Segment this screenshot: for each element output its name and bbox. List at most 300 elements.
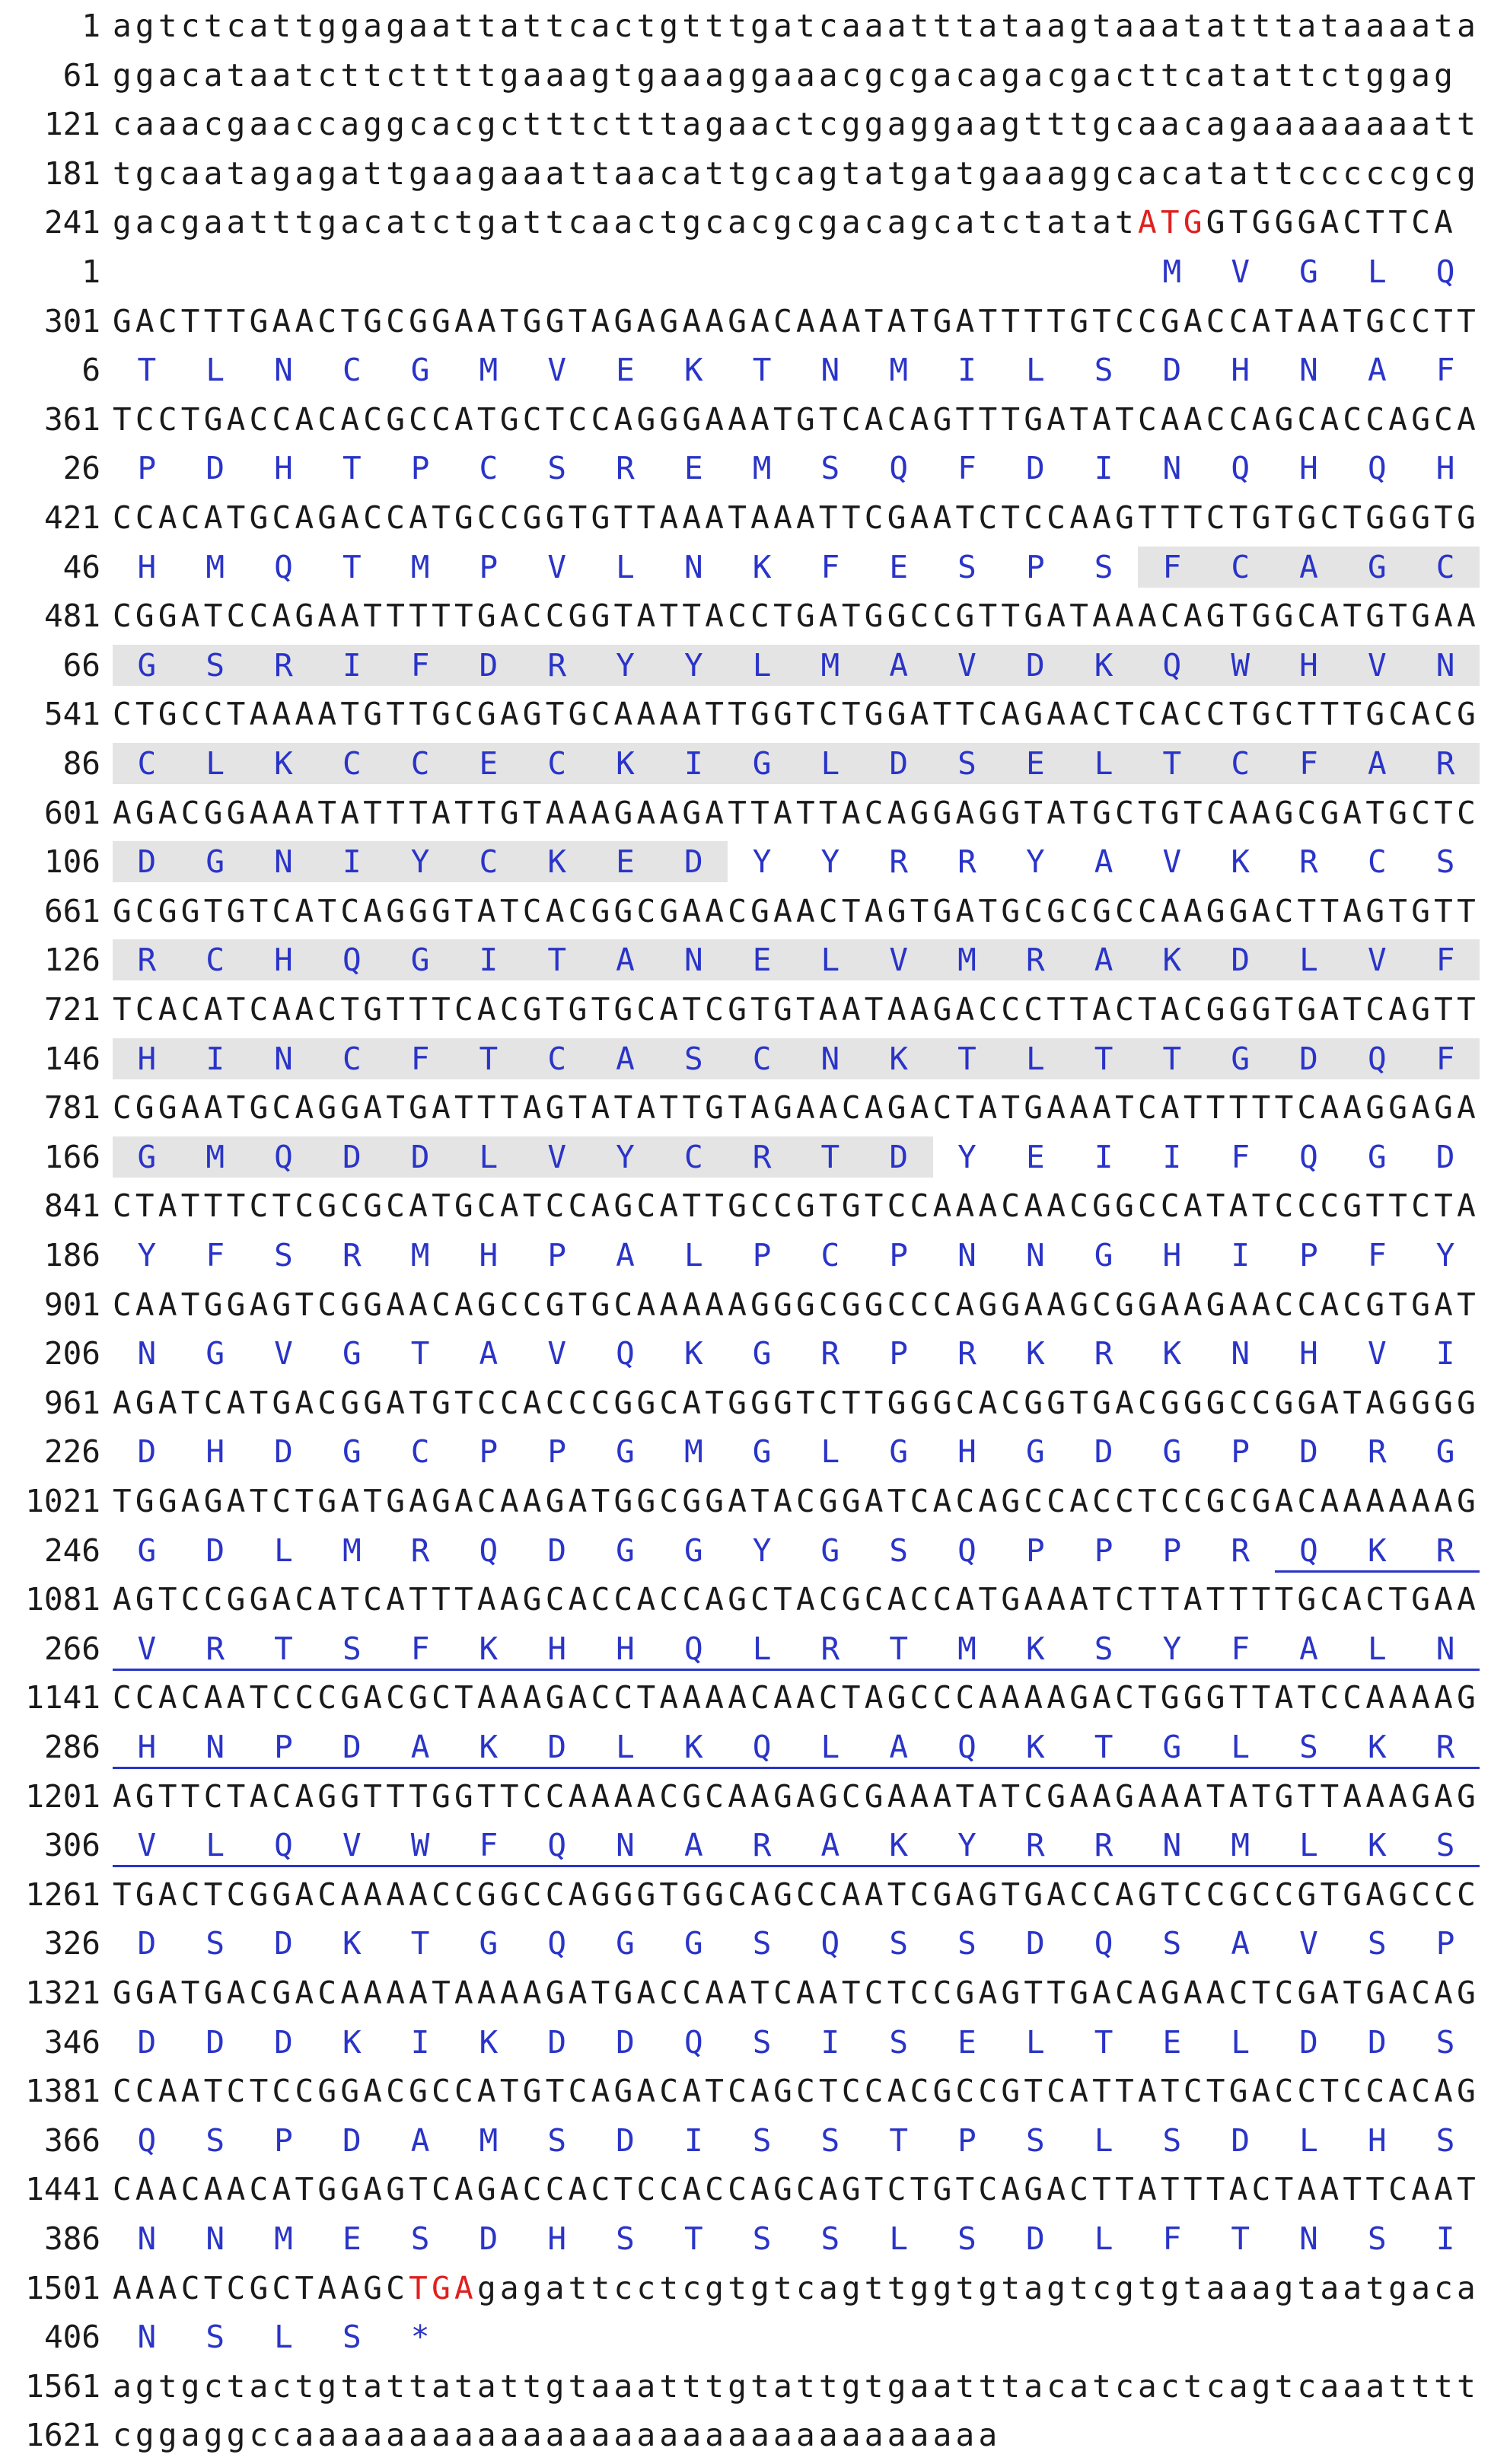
amino-acid: Q [479, 1532, 499, 1569]
amino-acid: T [1094, 1040, 1113, 1077]
amino-acid: L [1299, 2121, 1318, 2159]
sequence-segment: agtctcattggagaattattcactgtttgatcaaatttataagtaaatatttataaaata [113, 8, 1480, 44]
sequence-segment: cggaggccaaaaaaaaaaaaaaaaaaaaaaaaaaaaaaa [113, 2417, 1002, 2454]
amino-acid: N [274, 843, 293, 881]
nucleotide-line [0, 591, 1491, 640]
amino-acid: N [683, 548, 703, 585]
amino-acid: P [410, 450, 430, 487]
amino-acid: F [1435, 942, 1455, 979]
amino-acid: P [1231, 1433, 1250, 1471]
protein-line [0, 2313, 1491, 2361]
amino-acid: C [479, 450, 499, 487]
amino-acid: P [479, 1433, 499, 1471]
amino-acid: Q [889, 450, 909, 487]
amino-acid: S [752, 2121, 772, 2159]
residue-position-number: 166 [43, 1138, 100, 1175]
amino-acid: L [1025, 2023, 1045, 2061]
amino-acid: L [1094, 745, 1113, 782]
nucleotide-line [0, 2, 1491, 50]
amino-acid: R [957, 843, 976, 881]
amino-acid: L [274, 1532, 293, 1569]
sequence-segment: CGGAATGCAGGATGATTTAGTATATTGTAGAACAGACTATGAAATCATTTTTCAAGGAGA [113, 1089, 1480, 1127]
sequence-segment: CCACATGCAGACCATGCCGGTGTTAAATAAATTCGAATCTCCAAGTTTCTGTGCTGGGTG [113, 499, 1480, 536]
amino-acid: R [957, 1335, 976, 1372]
amino-acid: C [205, 942, 225, 979]
amino-acid: K [274, 745, 293, 782]
amino-acid: D [137, 1925, 157, 1962]
amino-acid: D [616, 2121, 635, 2159]
amino-acid: G [342, 1335, 362, 1372]
amino-acid: K [1025, 1630, 1045, 1667]
amino-acid: D [1025, 646, 1045, 684]
protein-line [0, 1526, 1491, 1575]
residue-position-number: 366 [43, 2121, 100, 2159]
amino-acid: T [683, 2220, 703, 2257]
amino-acid: M [752, 450, 772, 487]
amino-acid: W [410, 1827, 430, 1864]
amino-acid: Q [1435, 253, 1455, 290]
nucleotide-line [0, 985, 1491, 1034]
amino-acid: E [1025, 745, 1045, 782]
sequence-segment: caaacgaaccaggcacgctttctttagaactcggaggaagtttgcaacagaaaaaaaatt [113, 106, 1480, 143]
amino-acid: P [479, 548, 499, 585]
amino-acid: G [479, 1925, 499, 1962]
amino-acid: P [889, 1237, 909, 1273]
nucleotide-sequence [113, 198, 1457, 247]
amino-acid: H [1435, 450, 1455, 487]
amino-acid: Q [1231, 450, 1250, 487]
amino-acid: G [616, 1925, 635, 1962]
amino-acid: D [889, 1138, 909, 1175]
amino-acid: F [410, 1630, 430, 1667]
amino-acid: N [1162, 1827, 1182, 1864]
nucleotide-position-number: 781 [43, 1089, 100, 1127]
amino-acid: A [1094, 942, 1113, 979]
nucleotide-sequence [113, 1280, 1480, 1329]
amino-acid: R [1435, 1729, 1455, 1765]
nucleotide-position-number: 1 [81, 8, 100, 44]
amino-acid: N [1299, 2220, 1318, 2257]
nucleotide-sequence [113, 2, 1480, 50]
amino-acid: K [683, 1729, 703, 1765]
amino-acid: D [205, 450, 225, 487]
nucleotide-sequence [113, 1772, 1480, 1821]
sequence-segment: CAATGGAGTCGGAACAGCCGTGCAAAAAGGGCGGCCCAGGAAGCGGAAGAACCACGTGAT [113, 1286, 1480, 1323]
amino-acid: G [752, 745, 772, 782]
protein-line [0, 1427, 1491, 1476]
amino-acid: G [1367, 548, 1387, 585]
protein-line [0, 1034, 1491, 1083]
nucleotide-sequence [113, 789, 1480, 837]
amino-acid: D [137, 1433, 157, 1471]
amino-acid: S [820, 450, 840, 487]
amino-acid: I [1231, 1237, 1250, 1273]
amino-acid: A [616, 1040, 635, 1077]
amino-acid: L [274, 2319, 293, 2356]
amino-acid: Q [683, 1630, 703, 1667]
amino-acid: Y [683, 646, 703, 684]
sequence-segment: gagattcctcgtgtcagttggtgtagtcgtgtaaagtaatgaca [476, 2269, 1480, 2306]
amino-acid: P [752, 1237, 772, 1273]
amino-acid: G [1367, 1138, 1387, 1175]
nucleotide-sequence [113, 1379, 1480, 1427]
protein-line [0, 543, 1491, 591]
start-codon: ATG [1137, 204, 1206, 241]
sequence-segment: gacgaatttgacatctgattcaactgcacgcgacagcatctatat [113, 204, 1138, 241]
amino-acid: F [1162, 2220, 1182, 2257]
amino-acid: T [1231, 2220, 1250, 2257]
amino-acid: D [1025, 2220, 1045, 2257]
amino-acid: V [547, 1138, 567, 1175]
amino-acid: H [274, 450, 293, 487]
amino-acid: D [1094, 1433, 1113, 1471]
amino-acid: N [205, 2220, 225, 2257]
amino-acid: I [342, 646, 362, 684]
nucleotide-sequence [113, 1477, 1480, 1525]
amino-acid: P [274, 1729, 293, 1765]
amino-acid: H [205, 1433, 225, 1471]
amino-acid: R [616, 450, 635, 487]
nucleotide-position-number: 901 [43, 1286, 100, 1323]
amino-acid: S [342, 1630, 362, 1667]
amino-acid: R [1094, 1827, 1113, 1864]
amino-acid: D [1025, 1925, 1045, 1962]
nucleotide-line [0, 2165, 1491, 2214]
amino-acid: S [752, 1925, 772, 1962]
protein-line [0, 2018, 1491, 2067]
amino-acid: A [1367, 352, 1387, 389]
amino-acid: S [1435, 2121, 1455, 2159]
amino-acid: F [1299, 745, 1318, 782]
amino-acid: C [410, 1433, 430, 1471]
amino-acid: H [1299, 1335, 1318, 1372]
amino-acid: S [205, 646, 225, 684]
amino-acid: S [1299, 1729, 1318, 1765]
amino-acid: M [957, 942, 976, 979]
nucleotide-line [0, 1181, 1491, 1230]
amino-acid: V [137, 1630, 157, 1667]
amino-acid: E [479, 745, 499, 782]
amino-acid: K [1367, 1729, 1387, 1765]
amino-acid: P [1025, 1532, 1045, 1569]
amino-acid: Q [1162, 646, 1182, 684]
amino-acid: D [1299, 1433, 1318, 1471]
amino-acid: G [1231, 1040, 1250, 1077]
amino-acid: G [616, 1532, 635, 1569]
amino-acid: V [1231, 253, 1250, 290]
amino-acid: C [683, 1138, 703, 1175]
nucleotide-line [0, 1968, 1491, 2017]
amino-acid: V [1367, 646, 1387, 684]
nucleotide-position-number: 601 [43, 794, 100, 831]
amino-acid: P [547, 1433, 567, 1471]
residue-position-number: 286 [43, 1729, 100, 1765]
nucleotide-line [0, 51, 1491, 100]
amino-acid: K [1094, 646, 1113, 684]
protein-line [0, 1231, 1491, 1280]
amino-acid: I [683, 745, 703, 782]
amino-acid: H [1299, 646, 1318, 684]
amino-acid: S [205, 2319, 225, 2356]
stop-residue: * [410, 2319, 430, 2356]
amino-acid: N [820, 352, 840, 389]
amino-acid: Y [616, 1138, 635, 1175]
amino-acid: N [957, 1237, 976, 1273]
sequence-segment: AGACGGAAATATTTATTGTAAAGAAGATTATTACAGGAGGTATGCTGTCAAGCGATGCTC [113, 794, 1480, 831]
amino-acid: F [410, 1040, 430, 1077]
residue-position-number: 266 [43, 1630, 100, 1667]
nucleotide-line [0, 149, 1491, 198]
sequence-segment: CCAATCTCCGGACGCCATGTCAGACATCAGCTCCACGCCGTCATTATCTGACCTCCACAG [113, 2073, 1480, 2110]
residue-position-number: 106 [43, 843, 100, 881]
nucleotide-line [0, 1772, 1491, 1821]
amino-acid: R [1025, 1827, 1045, 1864]
amino-acid: L [1367, 1630, 1387, 1667]
amino-acid: C [137, 745, 157, 782]
amino-acid: Q [547, 1925, 567, 1962]
amino-acid: D [274, 1433, 293, 1471]
amino-acid: C [752, 1040, 772, 1077]
amino-acid: D [1025, 450, 1045, 487]
nucleotide-position-number: 721 [43, 991, 100, 1028]
amino-acid: F [1435, 1040, 1455, 1077]
amino-acid: K [479, 1630, 499, 1667]
amino-acid: Q [1299, 1532, 1318, 1569]
residue-position-number: 6 [81, 352, 100, 389]
amino-acid: G [1025, 1433, 1045, 1471]
sequence-segment: agtgctactgtattatattgtaaatttgtattgtgaatttacatcactcagtcaaatttt [113, 2367, 1480, 2405]
amino-acid: T [889, 1630, 909, 1667]
nucleotide-sequence [113, 2264, 1480, 2313]
protein-line [0, 837, 1491, 886]
amino-acid: R [410, 1532, 430, 1569]
amino-acid: G [683, 1925, 703, 1962]
amino-acid: P [889, 1335, 909, 1372]
amino-acid: V [547, 1335, 567, 1372]
protein-line [0, 346, 1491, 394]
sequence-segment: CTGCCTAAAATGTTGCGAGTGCAAAATTGGTCTGGATTCAGAACTCACCTGCTTTGCACG [113, 696, 1480, 733]
nucleotide-line [0, 690, 1491, 738]
sequence-segment: tgcaatagagattgaagaaattaacattgcagtatgatgaaaggcacatattcccccgcg [113, 155, 1480, 192]
residue-position-number: 346 [43, 2023, 100, 2061]
nucleotide-line [0, 887, 1491, 936]
nucleotide-position-number: 1261 [25, 1876, 100, 1913]
amino-acid: K [342, 2023, 362, 2061]
amino-acid: R [137, 942, 157, 979]
protein-line [0, 641, 1491, 690]
amino-acid: K [683, 352, 703, 389]
amino-acid: A [410, 1729, 430, 1765]
domain-shading [113, 743, 1480, 784]
amino-acid: N [1231, 1335, 1250, 1372]
sequence-segment: TCCTGACCACACGCCATGCTCCAGGGAAATGTCACAGTTTGATATCAACCAGCACCAGCA [113, 400, 1480, 438]
amino-acid: T [479, 1040, 499, 1077]
nucleotide-position-number: 1141 [25, 1679, 100, 1717]
residue-position-number: 66 [62, 646, 100, 684]
nucleotide-sequence [113, 51, 1457, 100]
nucleotide-line [0, 1575, 1491, 1624]
amino-acid: Q [957, 1729, 976, 1765]
nucleotide-sequence [113, 395, 1480, 444]
amino-acid: C [342, 745, 362, 782]
sequence-segment: AAACTCGCTAAGC [113, 2269, 409, 2306]
amino-acid: T [547, 942, 567, 979]
nucleotide-position-number: 421 [43, 499, 100, 536]
amino-acid: K [889, 1040, 909, 1077]
amino-acid: I [957, 352, 976, 389]
amino-acid: Y [1435, 1237, 1455, 1273]
protein-line [0, 2116, 1491, 2165]
nucleotide-position-number: 1441 [25, 2171, 100, 2208]
amino-acid: T [274, 1630, 293, 1667]
amino-acid: K [1231, 843, 1250, 881]
amino-acid: H [137, 1729, 157, 1765]
amino-acid: A [820, 1827, 840, 1864]
amino-acid: D [547, 2023, 567, 2061]
amino-acid: G [752, 1433, 772, 1471]
amino-acid: G [820, 1532, 840, 1569]
amino-acid: N [274, 1040, 293, 1077]
amino-acid: R [889, 843, 909, 881]
nucleotide-sequence [113, 1575, 1480, 1624]
amino-acid: R [1435, 745, 1455, 782]
amino-acid: G [137, 1532, 157, 1569]
residue-position-number: 386 [43, 2220, 100, 2257]
amino-acid: G [683, 1532, 703, 1569]
domain-shading [113, 1136, 933, 1178]
amino-acid: M [1231, 1827, 1250, 1864]
nucleotide-sequence [113, 887, 1480, 936]
sequence-segment: AGTCCGGACATCATTTAAGCACCACCAGCTACGCACCATGAAATCTTATTTTGCACTGAA [113, 1581, 1480, 1618]
amino-acid: S [342, 2319, 362, 2356]
amino-acid: T [342, 548, 362, 585]
amino-acid: G [137, 1138, 157, 1175]
amino-acid: Q [752, 1729, 772, 1765]
amino-acid: A [1299, 548, 1318, 585]
amino-acid: T [137, 352, 157, 389]
amino-acid: K [1367, 1532, 1387, 1569]
amino-acid: V [889, 942, 909, 979]
amino-acid: T [889, 2121, 909, 2159]
amino-acid: M [410, 548, 430, 585]
amino-acid: Q [274, 1138, 293, 1175]
amino-acid: F [820, 548, 840, 585]
amino-acid: D [1299, 2023, 1318, 2061]
nucleotide-position-number: 541 [43, 696, 100, 733]
sequence-segment: TGACTCGGACAAAACCGGCCAGGGTGGCAGCCAATCGAGTGACCAGTCCGCCGTGAGCCC [113, 1876, 1480, 1913]
nucleotide-sequence [113, 100, 1480, 148]
amino-acid: I [1162, 1138, 1182, 1175]
amino-acid: V [1367, 1335, 1387, 1372]
amino-acid: K [479, 2023, 499, 2061]
amino-acid: S [683, 1040, 703, 1077]
protein-line [0, 247, 1491, 296]
amino-acid: P [1435, 1925, 1455, 1962]
amino-acid: P [274, 2121, 293, 2159]
amino-acid: G [1299, 253, 1318, 290]
amino-acid: L [1231, 1729, 1250, 1765]
nucleotide-line [0, 1083, 1491, 1132]
nucleotide-line [0, 2067, 1491, 2115]
amino-acid: M [683, 1433, 703, 1471]
amino-acid: L [752, 646, 772, 684]
amino-acid: S [1435, 1827, 1455, 1864]
amino-acid: E [752, 942, 772, 979]
amino-acid: L [1094, 2121, 1113, 2159]
amino-acid: C [410, 745, 430, 782]
amino-acid: L [889, 2220, 909, 2257]
amino-acid: V [547, 352, 567, 389]
amino-acid: S [547, 2121, 567, 2159]
amino-acid: D [137, 2023, 157, 2061]
amino-acid: S [547, 450, 567, 487]
amino-acid: L [616, 1729, 635, 1765]
stop-codon: TGA [409, 2269, 477, 2306]
amino-acid: H [137, 548, 157, 585]
amino-acid: R [752, 1138, 772, 1175]
amino-acid: Y [410, 843, 430, 881]
amino-acid: R [205, 1630, 225, 1667]
amino-acid: I [342, 843, 362, 881]
nucleotide-line [0, 2411, 1491, 2459]
amino-acid: F [1435, 352, 1455, 389]
nucleotide-line [0, 297, 1491, 346]
amino-acid: I [1435, 1335, 1455, 1372]
amino-acid: V [274, 1335, 293, 1372]
amino-acid: E [683, 450, 703, 487]
amino-acid: V [547, 548, 567, 585]
residue-position-number: 406 [43, 2319, 100, 2356]
nucleotide-line [0, 1477, 1491, 1525]
amino-acid: G [1162, 1729, 1182, 1765]
amino-acid: S [752, 2220, 772, 2257]
amino-acid: L [1367, 253, 1387, 290]
amino-acid: S [957, 745, 976, 782]
amino-acid: L [205, 352, 225, 389]
nucleotide-position-number: 241 [43, 204, 100, 241]
amino-acid: I [1435, 2220, 1455, 2257]
nucleotide-sequence [113, 1870, 1480, 1919]
nucleotide-line [0, 1870, 1491, 1919]
amino-acid: L [820, 942, 840, 979]
amino-acid: C [479, 843, 499, 881]
motif-underline [113, 1767, 1480, 1769]
nucleotide-position-number: 1021 [25, 1483, 100, 1519]
amino-acid: S [205, 1925, 225, 1962]
amino-acid: T [410, 1335, 430, 1372]
amino-acid: A [1367, 745, 1387, 782]
residue-position-number: 1 [81, 253, 100, 290]
amino-acid: R [1435, 1532, 1455, 1569]
domain-shading [113, 939, 1480, 980]
amino-acid: T [1094, 1729, 1113, 1765]
amino-acid: Q [820, 1925, 840, 1962]
sequence-segment: GCGGTGTCATCAGGGTATCACGGCGAACGAACTAGTGATGCGCGCCAAGGACTTAGTGTT [113, 892, 1480, 929]
nucleotide-position-number: 301 [43, 302, 100, 339]
amino-acid: E [889, 548, 909, 585]
amino-acid: R [1025, 942, 1045, 979]
sequence-segment: TGGAGATCTGATGAGACAAGATGGCGGATACGGATCACAGCCACCTCCGCGACAAAAAAG [113, 1483, 1480, 1519]
amino-acid: D [1299, 1040, 1318, 1077]
amino-acid: M [1162, 253, 1182, 290]
amino-acid: R [820, 1335, 840, 1372]
amino-acid: A [1094, 843, 1113, 881]
residue-position-number: 186 [43, 1237, 100, 1273]
amino-acid: L [683, 1237, 703, 1273]
amino-acid: N [616, 1827, 635, 1864]
amino-acid: K [752, 548, 772, 585]
domain-shading [113, 645, 1480, 686]
